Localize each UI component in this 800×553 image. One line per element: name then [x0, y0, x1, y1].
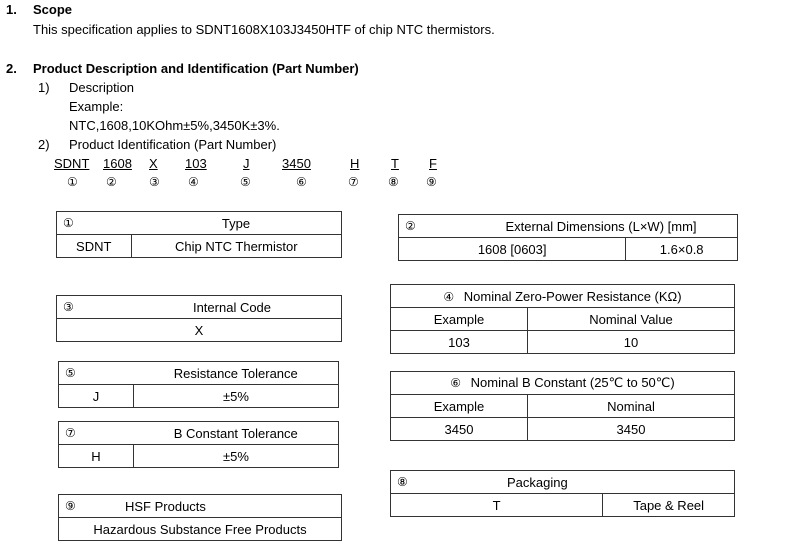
- b-constant-tolerance-title: B Constant Tolerance: [134, 422, 339, 445]
- resistance-tolerance-value: ±5%: [134, 385, 339, 408]
- b-constant-value: 3450: [528, 418, 735, 441]
- packaging-table: [390, 470, 735, 517]
- dimensions-value: 1.6×0.8: [626, 238, 738, 261]
- part-marker-1: ①: [67, 175, 78, 189]
- part-code-internal: X: [149, 156, 158, 171]
- hsf-value: Hazardous Substance Free Products: [59, 518, 342, 541]
- b-constant-tolerance-marker: ⑦: [59, 422, 134, 445]
- resistance-value: 10: [528, 331, 735, 354]
- type-code: SDNT: [57, 235, 132, 258]
- part-code-type: SDNT: [54, 156, 90, 171]
- resistance-code: 103: [391, 331, 528, 354]
- dimensions-title: External Dimensions (L×W) [mm]: [465, 215, 738, 238]
- description-label: Description: [69, 80, 135, 95]
- part-identification-label: Product Identification (Part Number): [69, 137, 277, 152]
- part-code-tolerance: J: [243, 156, 250, 171]
- resistance-title-cell: [391, 285, 735, 308]
- scope-text: This specification applies to SDNT1608X103J3450HTF of chip NTC thermistors.: [33, 22, 495, 37]
- b-constant-col-example: Example: [391, 395, 528, 418]
- b-constant-title-cell: [391, 372, 735, 395]
- b-constant-tolerance-table: [58, 421, 339, 468]
- packaging-code: T: [391, 494, 603, 517]
- packaging-title: Packaging: [457, 471, 735, 494]
- type-title: Type: [131, 212, 342, 235]
- subsection-2-number: 2): [38, 137, 50, 152]
- resistance-tolerance-marker: ⑤: [59, 362, 134, 385]
- section-2-title: Product Description and Identification (Part Number): [33, 61, 359, 76]
- part-code-bconst: 3450: [282, 156, 311, 171]
- type-value: Chip NTC Thermistor: [131, 235, 342, 258]
- b-constant-code: 3450: [391, 418, 528, 441]
- section-1-title: Scope: [33, 2, 73, 17]
- b-constant-tolerance-code: H: [59, 445, 134, 468]
- b-constant-title: Nominal B Constant (25℃ to 50℃): [470, 375, 675, 390]
- resistance-tolerance-table: [58, 361, 339, 408]
- part-marker-2: ②: [106, 175, 117, 189]
- hsf-marker: ⑨: [59, 495, 126, 518]
- resistance-tolerance-code: J: [59, 385, 134, 408]
- part-marker-9: ⑨: [426, 175, 437, 189]
- packaging-marker: ⑧: [391, 471, 458, 494]
- part-code-btol: H: [350, 156, 360, 171]
- type-marker: ①: [57, 212, 132, 235]
- section-2-number: 2.: [6, 61, 17, 76]
- b-constant-marker: ⑥: [450, 376, 462, 390]
- example-label: Example:: [69, 99, 124, 114]
- b-constant-tolerance-value: ±5%: [134, 445, 339, 468]
- part-marker-8: ⑧: [388, 175, 399, 189]
- internal-code-marker: ③: [57, 296, 124, 319]
- internal-code-value: X: [57, 319, 342, 342]
- resistance-marker: ④: [443, 289, 455, 304]
- internal-code-title: Internal Code: [123, 296, 342, 319]
- type-table: [56, 211, 342, 258]
- dimensions-table: [398, 214, 738, 261]
- part-marker-3: ③: [149, 175, 160, 189]
- part-code-resistance: 103: [185, 156, 207, 171]
- resistance-title: Nominal Zero-Power Resistance (KΩ): [463, 288, 682, 304]
- packaging-value: Tape & Reel: [603, 494, 735, 517]
- b-constant-table: [390, 371, 735, 441]
- part-marker-6: ⑥: [296, 175, 307, 189]
- resistance-col-nominal: Nominal Value: [528, 308, 735, 331]
- part-marker-5: ⑤: [240, 175, 251, 189]
- part-code-hsf: F: [429, 156, 437, 171]
- resistance-table: [390, 284, 735, 354]
- dimensions-marker: ②: [399, 215, 466, 238]
- part-marker-7: ⑦: [348, 175, 359, 189]
- resistance-tolerance-title: Resistance Tolerance: [134, 362, 339, 385]
- hsf-title: HSF Products: [125, 495, 342, 518]
- subsection-1-number: 1): [38, 80, 50, 95]
- example-text: NTC,1608,10KOhm±5%,3450K±3%.: [69, 118, 280, 133]
- internal-code-table: [56, 295, 342, 342]
- part-code-size: 1608: [103, 156, 132, 171]
- hsf-table: [58, 494, 342, 541]
- b-constant-col-nominal: Nominal: [528, 395, 735, 418]
- part-code-packaging: T: [391, 156, 399, 171]
- dimensions-code: 1608 [0603]: [399, 238, 626, 261]
- section-1-number: 1.: [6, 2, 17, 17]
- part-marker-4: ④: [188, 175, 199, 189]
- resistance-col-example: Example: [391, 308, 528, 331]
